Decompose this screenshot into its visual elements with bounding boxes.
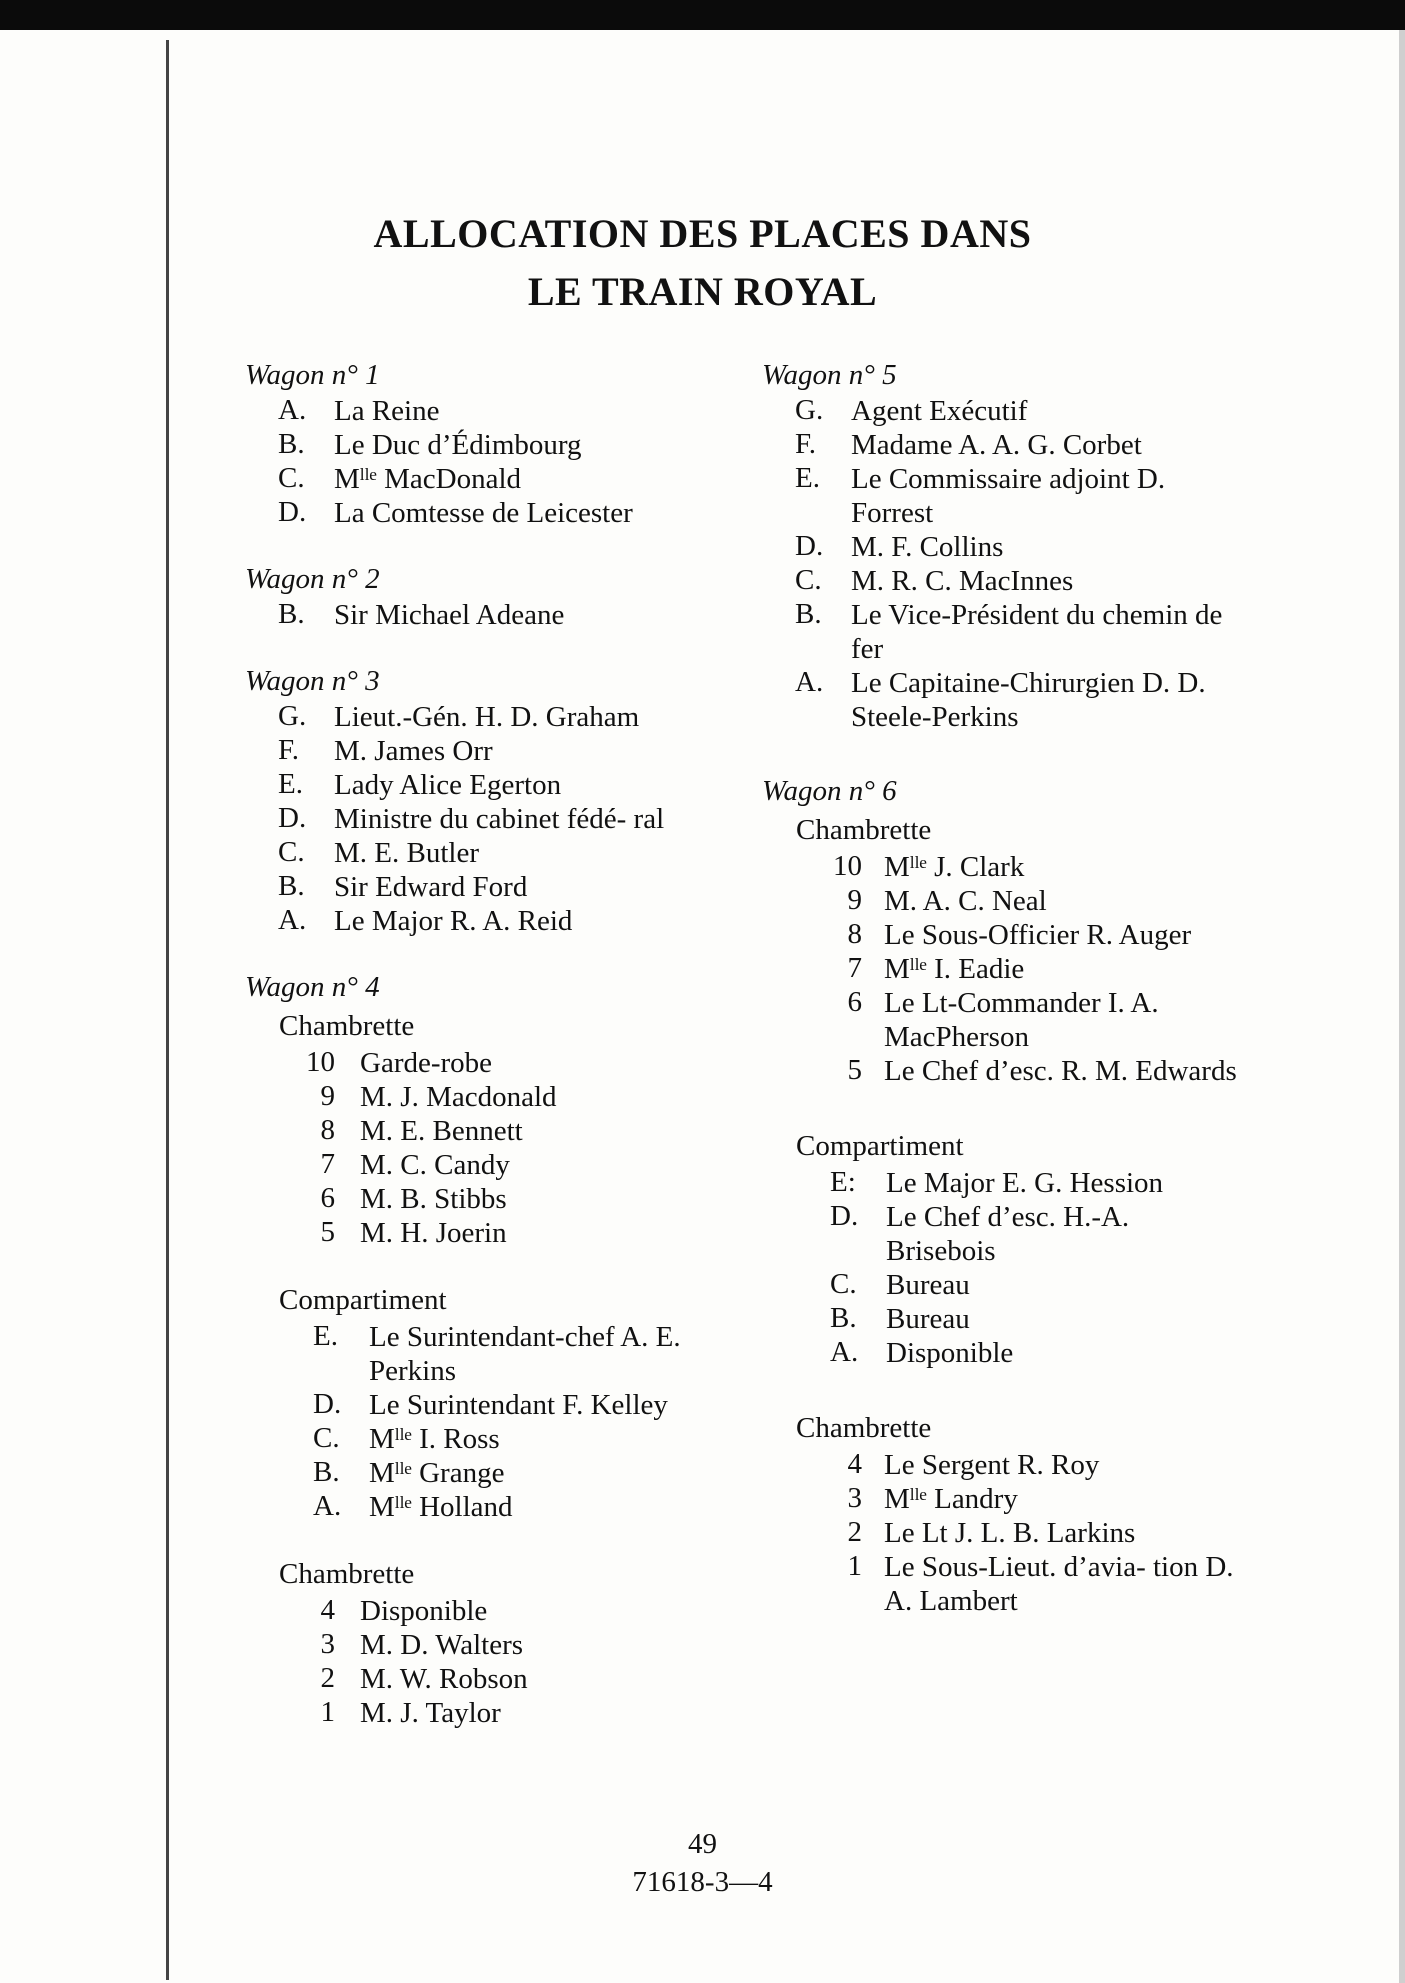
list-item bbox=[762, 1200, 1240, 1268]
spacer bbox=[762, 1088, 1240, 1126]
wagon-6-chambrette-2-list bbox=[762, 1448, 1240, 1618]
item-key: B. bbox=[830, 1302, 857, 1334]
list-item bbox=[245, 1046, 725, 1080]
item-key: E. bbox=[795, 462, 820, 494]
item-key: G. bbox=[278, 700, 307, 732]
list-item bbox=[762, 918, 1240, 952]
spacer bbox=[762, 734, 1240, 772]
item-key: 2 bbox=[320, 1662, 335, 1694]
item-key: C. bbox=[830, 1268, 857, 1300]
list-item bbox=[762, 1550, 1240, 1618]
section-label-chambrette: Chambrette bbox=[796, 814, 932, 846]
item-key: A. bbox=[313, 1490, 342, 1522]
item-key: C. bbox=[795, 564, 822, 596]
item-value: La Reine bbox=[334, 395, 440, 427]
list-item bbox=[762, 1516, 1240, 1550]
item-key: D. bbox=[830, 1200, 859, 1232]
item-key: 5 bbox=[847, 1054, 862, 1086]
item-key: D. bbox=[313, 1388, 342, 1420]
list-item bbox=[762, 1336, 1240, 1370]
item-value: Disponible bbox=[360, 1595, 488, 1627]
list-item bbox=[245, 734, 725, 768]
wagon-4-compartiment-list bbox=[245, 1320, 725, 1524]
list-item bbox=[245, 1388, 725, 1422]
item-key: 4 bbox=[320, 1594, 335, 1626]
list-item bbox=[762, 564, 1240, 598]
item-key: B. bbox=[795, 598, 822, 630]
wagon-heading-4: Wagon n° 4 bbox=[245, 971, 380, 1003]
spacer bbox=[245, 632, 725, 662]
item-key: C. bbox=[313, 1422, 340, 1454]
section-label-chambrette: Chambrette bbox=[279, 1010, 415, 1042]
wagon-5-list bbox=[762, 394, 1240, 734]
wagon-heading-3: Wagon n° 3 bbox=[245, 665, 380, 697]
list-item bbox=[245, 768, 725, 802]
item-value: M. W. Robson bbox=[360, 1663, 528, 1695]
spacer bbox=[245, 530, 725, 560]
list-item bbox=[245, 1490, 725, 1524]
item-value: Mˡˡᵉ I. Ross bbox=[369, 1423, 500, 1455]
item-value: M. A. C. Neal bbox=[884, 885, 1047, 917]
page-title-line-1: ALLOCATION DES PLACES DANS bbox=[373, 211, 1032, 256]
list-item bbox=[762, 1448, 1240, 1482]
item-key: B. bbox=[278, 870, 305, 902]
item-value: M. E. Bennett bbox=[360, 1115, 523, 1147]
item-key: 7 bbox=[847, 952, 862, 984]
wagon-1-list bbox=[245, 394, 725, 530]
item-key: 8 bbox=[320, 1114, 335, 1146]
item-value: Le Sous-Officier R. Auger bbox=[884, 919, 1192, 951]
item-value: Le Surintendant-chef A. E. Perkins bbox=[369, 1321, 681, 1387]
item-value: Garde-robe bbox=[360, 1047, 493, 1079]
page-number: 49 bbox=[688, 1828, 717, 1860]
item-value: Sir Edward Ford bbox=[334, 871, 528, 903]
left-column bbox=[245, 356, 725, 1730]
item-value: M. R. C. MacInnes bbox=[851, 565, 1074, 597]
item-key: 5 bbox=[320, 1216, 335, 1248]
item-key: B. bbox=[313, 1456, 340, 1488]
list-item bbox=[245, 1422, 725, 1456]
item-key: 9 bbox=[320, 1080, 335, 1112]
item-key: 3 bbox=[320, 1628, 335, 1660]
list-item bbox=[245, 496, 725, 530]
item-value: Le Lt-Commander I. A. MacPherson bbox=[884, 987, 1159, 1053]
item-key: C. bbox=[278, 462, 305, 494]
section-label-compartiment: Compartiment bbox=[279, 1284, 447, 1316]
list-item bbox=[762, 1166, 1240, 1200]
wagon-6-compartiment-list bbox=[762, 1166, 1240, 1370]
item-key: A. bbox=[278, 904, 307, 936]
item-key: G. bbox=[795, 394, 824, 426]
list-item bbox=[245, 802, 725, 836]
list-item bbox=[762, 1302, 1240, 1336]
item-key: E. bbox=[313, 1320, 338, 1352]
wagon-4-chambrette-list bbox=[245, 1046, 725, 1250]
item-value: Le Lt J. L. B. Larkins bbox=[884, 1517, 1136, 1549]
list-item bbox=[762, 530, 1240, 564]
item-value: Le Vice-Président du chemin de fer bbox=[851, 599, 1223, 665]
item-key: 10 bbox=[833, 850, 862, 882]
section-label-chambrette-2: Chambrette bbox=[796, 1412, 932, 1444]
item-value: Le Duc d’Édimbourg bbox=[334, 429, 582, 461]
item-key: A. bbox=[278, 394, 307, 426]
item-key: F. bbox=[795, 428, 817, 460]
item-value: M. F. Collins bbox=[851, 531, 1004, 563]
list-item bbox=[245, 1216, 725, 1250]
spacer bbox=[245, 1250, 725, 1280]
wagon-heading-2: Wagon n° 2 bbox=[245, 563, 380, 595]
list-item bbox=[245, 462, 725, 496]
item-key: D. bbox=[795, 530, 824, 562]
section-label-compartiment: Compartiment bbox=[796, 1130, 964, 1162]
item-value: M. H. Joerin bbox=[360, 1217, 507, 1249]
item-key: 8 bbox=[847, 918, 862, 950]
item-key: 6 bbox=[847, 986, 862, 1018]
item-key: E: bbox=[830, 1166, 856, 1198]
item-key: F. bbox=[278, 734, 300, 766]
item-key: A. bbox=[795, 666, 824, 698]
item-value: M. C. Candy bbox=[360, 1149, 510, 1181]
item-key: B. bbox=[278, 598, 305, 630]
spacer bbox=[245, 1524, 725, 1554]
list-item bbox=[762, 850, 1240, 884]
scan-top-border bbox=[0, 0, 1405, 30]
wagon-heading-5: Wagon n° 5 bbox=[762, 359, 897, 391]
list-item bbox=[762, 462, 1240, 530]
list-item bbox=[762, 666, 1240, 734]
item-value: Mˡˡᵉ Holland bbox=[369, 1491, 513, 1523]
item-key: D. bbox=[278, 802, 307, 834]
item-value: Disponible bbox=[886, 1337, 1014, 1369]
printer-reference: 71618-3—4 bbox=[632, 1866, 773, 1898]
item-value: La Comtesse de Leicester bbox=[334, 497, 633, 529]
item-key: A. bbox=[830, 1336, 859, 1368]
item-value: Agent Exécutif bbox=[851, 395, 1028, 427]
list-item bbox=[245, 1662, 725, 1696]
list-item bbox=[245, 1114, 725, 1148]
item-value: Le Major E. G. Hession bbox=[886, 1167, 1164, 1199]
list-item bbox=[762, 1054, 1240, 1088]
item-value: Madame A. A. G. Corbet bbox=[851, 429, 1142, 461]
list-item bbox=[245, 1696, 725, 1730]
item-value: M. B. Stibbs bbox=[360, 1183, 507, 1215]
item-value: Le Sous-Lieut. d’avia- tion D. A. Lambert bbox=[884, 1551, 1234, 1617]
list-item bbox=[245, 1080, 725, 1114]
item-key: 10 bbox=[306, 1046, 335, 1078]
item-value: M. D. Walters bbox=[360, 1629, 524, 1661]
list-item bbox=[245, 700, 725, 734]
list-item bbox=[762, 394, 1240, 428]
item-key: B. bbox=[278, 428, 305, 460]
item-value: Bureau bbox=[886, 1269, 970, 1301]
item-value: Le Commissaire adjoint D. Forrest bbox=[851, 463, 1166, 529]
item-value: Le Sergent R. Roy bbox=[884, 1449, 1100, 1481]
item-value: M. J. Macdonald bbox=[360, 1081, 557, 1113]
item-key: 1 bbox=[320, 1696, 335, 1728]
item-value: Mˡˡᵉ Grange bbox=[369, 1457, 505, 1489]
item-value: Le Chef d’esc. R. M. Edwards bbox=[884, 1055, 1237, 1087]
section-label-chambrette-2: Chambrette bbox=[279, 1558, 415, 1590]
item-value: Sir Michael Adeane bbox=[334, 599, 565, 631]
item-value: Lieut.-Gén. H. D. Graham bbox=[334, 701, 640, 733]
item-value: Le Capitaine-Chirurgien D. D. Steele-Perkins bbox=[851, 667, 1206, 733]
list-item bbox=[762, 598, 1240, 666]
wagon-heading-1: Wagon n° 1 bbox=[245, 359, 380, 391]
item-value: Mˡˡᵉ Landry bbox=[884, 1483, 1018, 1515]
wagon-6-chambrette-list bbox=[762, 850, 1240, 1088]
list-item bbox=[245, 904, 725, 938]
item-key: 4 bbox=[847, 1448, 862, 1480]
list-item bbox=[762, 952, 1240, 986]
wagon-3-list bbox=[245, 700, 725, 938]
item-value: M. James Orr bbox=[334, 735, 493, 767]
list-item bbox=[245, 428, 725, 462]
list-item bbox=[762, 884, 1240, 918]
list-item bbox=[762, 428, 1240, 462]
item-key: 3 bbox=[847, 1482, 862, 1514]
item-value: Le Surintendant F. Kelley bbox=[369, 1389, 668, 1421]
item-value: Bureau bbox=[886, 1303, 970, 1335]
list-item bbox=[245, 394, 725, 428]
item-value: Mˡˡᵉ J. Clark bbox=[884, 851, 1025, 883]
list-item bbox=[245, 1320, 725, 1388]
list-item bbox=[762, 1268, 1240, 1302]
item-key: 1 bbox=[847, 1550, 862, 1582]
item-value: M. E. Butler bbox=[334, 837, 479, 869]
list-item bbox=[245, 598, 725, 632]
list-item bbox=[245, 1628, 725, 1662]
list-item bbox=[245, 870, 725, 904]
item-value: Ministre du cabinet fédé- ral bbox=[334, 803, 665, 835]
item-value: M. J. Taylor bbox=[360, 1697, 501, 1729]
item-value: Le Chef d’esc. H.-A. Brisebois bbox=[886, 1201, 1130, 1267]
list-item bbox=[245, 1594, 725, 1628]
wagon-heading-6: Wagon n° 6 bbox=[762, 775, 897, 807]
spacer bbox=[245, 938, 725, 968]
item-key: 6 bbox=[320, 1182, 335, 1214]
list-item bbox=[245, 1148, 725, 1182]
page-title-line-2: LE TRAIN ROYAL bbox=[527, 269, 878, 314]
page-edge-shadow bbox=[1399, 30, 1405, 1983]
item-key: D. bbox=[278, 496, 307, 528]
list-item bbox=[245, 1182, 725, 1216]
item-key: 2 bbox=[847, 1516, 862, 1548]
item-key: C. bbox=[278, 836, 305, 868]
binding-margin-line bbox=[166, 40, 169, 1980]
item-value: Lady Alice Egerton bbox=[334, 769, 562, 801]
item-key: 9 bbox=[847, 884, 862, 916]
item-key: 7 bbox=[320, 1148, 335, 1180]
item-value: Le Major R. A. Reid bbox=[334, 905, 573, 937]
item-value: Mˡˡᵉ MacDonald bbox=[334, 463, 521, 495]
wagon-4-chambrette-2-list bbox=[245, 1594, 725, 1730]
wagon-2-list bbox=[245, 598, 725, 632]
list-item bbox=[762, 986, 1240, 1054]
item-value: Mˡˡᵉ I. Eadie bbox=[884, 953, 1025, 985]
list-item bbox=[245, 836, 725, 870]
spacer bbox=[762, 1370, 1240, 1408]
list-item bbox=[245, 1456, 725, 1490]
list-item bbox=[762, 1482, 1240, 1516]
right-column bbox=[762, 356, 1240, 1618]
item-key: E. bbox=[278, 768, 303, 800]
